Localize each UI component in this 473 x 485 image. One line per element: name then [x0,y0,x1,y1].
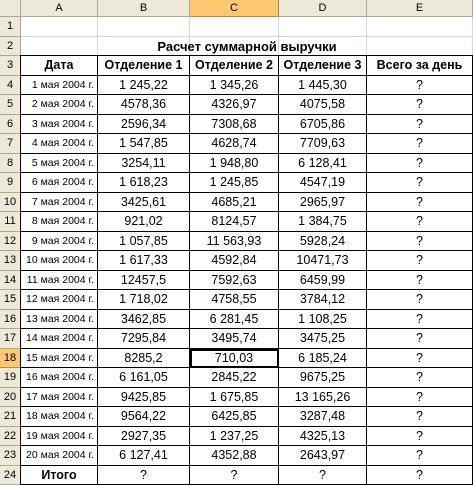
column-title-cell[interactable]: Отделение 1 [98,56,190,76]
revenue-cell[interactable]: 1 547,85 [98,134,190,154]
revenue-cell[interactable]: 6459,99 [279,271,367,291]
revenue-cell[interactable]: 12457,5 [98,271,190,291]
daily-total-cell[interactable]: ? [367,134,473,154]
revenue-cell[interactable]: 6 185,24 [279,349,367,369]
revenue-cell[interactable]: 11 563,93 [190,232,279,252]
row-header[interactable]: 9 [0,173,21,193]
revenue-cell[interactable]: 3462,85 [98,310,190,330]
totals-cell[interactable]: ? [98,466,190,485]
revenue-cell[interactable]: 1 384,75 [279,212,367,232]
daily-total-cell[interactable]: ? [367,115,473,135]
revenue-cell[interactable]: 4352,88 [190,446,279,466]
empty-cell[interactable] [279,17,367,37]
daily-total-cell[interactable]: ? [367,251,473,271]
row-header[interactable]: 16 [0,310,21,330]
date-cell[interactable]: 13 мая 2004 г. [21,310,98,330]
revenue-cell[interactable]: 1 108,25 [279,310,367,330]
empty-cell[interactable] [21,17,98,37]
daily-total-cell[interactable]: ? [367,212,473,232]
totals-cell[interactable]: ? [367,466,473,485]
date-cell[interactable]: 4 мая 2004 г. [21,134,98,154]
revenue-cell[interactable]: 4547,19 [279,173,367,193]
revenue-cell[interactable]: 4326,97 [190,95,279,115]
revenue-cell[interactable]: 4325,13 [279,427,367,447]
date-cell[interactable]: 19 мая 2004 г. [21,427,98,447]
date-cell[interactable]: 11 мая 2004 г. [21,271,98,291]
row-header[interactable]: 6 [0,115,21,135]
date-cell[interactable]: 9 мая 2004 г. [21,232,98,252]
date-cell[interactable]: 10 мая 2004 г. [21,251,98,271]
revenue-cell[interactable]: 2643,97 [279,446,367,466]
revenue-cell[interactable]: 2965,97 [279,193,367,213]
revenue-cell[interactable]: 2927,35 [98,427,190,447]
row-header[interactable]: 5 [0,95,21,115]
daily-total-cell[interactable]: ? [367,407,473,427]
revenue-cell[interactable]: 6425,85 [190,407,279,427]
revenue-cell[interactable]: 3287,48 [279,407,367,427]
select-all-corner[interactable] [0,0,21,17]
row-header[interactable]: 13 [0,251,21,271]
daily-total-cell[interactable]: ? [367,232,473,252]
column-header-a[interactable]: A [21,0,98,17]
revenue-cell[interactable]: 7308,68 [190,115,279,135]
row-header[interactable]: 1 [0,17,21,37]
revenue-cell[interactable]: 1 675,85 [190,388,279,408]
date-cell[interactable]: 20 мая 2004 г. [21,446,98,466]
column-header-e[interactable]: E [367,0,473,17]
column-title-cell[interactable]: Отделение 2 [190,56,279,76]
revenue-cell[interactable]: 3495,74 [190,329,279,349]
revenue-cell[interactable]: 4592,84 [190,251,279,271]
revenue-cell[interactable]: 10471,73 [279,251,367,271]
revenue-cell[interactable]: 6 161,05 [98,368,190,388]
revenue-cell[interactable]: 921,02 [98,212,190,232]
date-cell[interactable]: 15 мая 2004 г. [21,349,98,369]
daily-total-cell[interactable]: ? [367,446,473,466]
revenue-cell[interactable]: 3254,11 [98,154,190,174]
table-title: Расчет суммарной выручки [21,37,473,57]
date-cell[interactable]: 8 мая 2004 г. [21,212,98,232]
revenue-cell[interactable]: 3784,12 [279,290,367,310]
totals-cell[interactable]: ? [279,466,367,485]
totals-cell[interactable]: ? [190,466,279,485]
row-header[interactable]: 24 [0,466,21,485]
row-header[interactable]: 11 [0,212,21,232]
revenue-cell[interactable]: 1 617,33 [98,251,190,271]
daily-total-cell[interactable]: ? [367,173,473,193]
totals-label[interactable]: Итого [21,466,98,485]
revenue-cell[interactable]: 1 245,22 [98,76,190,96]
date-cell[interactable]: 17 мая 2004 г. [21,388,98,408]
row-header[interactable]: 10 [0,193,21,213]
row-header[interactable]: 20 [0,388,21,408]
revenue-cell[interactable]: 1 345,26 [190,76,279,96]
revenue-cell[interactable]: 7709,63 [279,134,367,154]
revenue-cell[interactable]: 13 165,26 [279,388,367,408]
date-cell[interactable]: 5 мая 2004 г. [21,154,98,174]
empty-cell[interactable] [98,17,190,37]
revenue-cell[interactable]: 7295,84 [98,329,190,349]
daily-total-cell[interactable]: ? [367,154,473,174]
revenue-cell[interactable]: 1 057,85 [98,232,190,252]
daily-total-cell[interactable]: ? [367,368,473,388]
date-cell[interactable]: 7 мая 2004 г. [21,193,98,213]
date-cell[interactable]: 2 мая 2004 г. [21,95,98,115]
revenue-cell[interactable]: 8285,2 [98,349,190,369]
column-header-b[interactable]: B [98,0,190,17]
column-title-cell[interactable]: Дата [21,56,98,76]
daily-total-cell[interactable]: ? [367,95,473,115]
daily-total-cell[interactable]: ? [367,76,473,96]
row-header[interactable]: 21 [0,407,21,427]
row-header[interactable]: 12 [0,232,21,252]
revenue-cell[interactable]: 1 948,80 [190,154,279,174]
row-header[interactable]: 15 [0,290,21,310]
date-cell[interactable]: 3 мая 2004 г. [21,115,98,135]
revenue-cell[interactable]: 5928,24 [279,232,367,252]
row-header[interactable]: 7 [0,134,21,154]
row-header[interactable]: 4 [0,76,21,96]
daily-total-cell[interactable]: ? [367,329,473,349]
row-header[interactable]: 22 [0,427,21,447]
date-cell[interactable]: 16 мая 2004 г. [21,368,98,388]
revenue-cell[interactable]: 4758,55 [190,290,279,310]
column-header-d[interactable]: D [279,0,367,17]
row-header[interactable]: 3 [0,56,21,76]
revenue-cell[interactable]: 9675,25 [279,368,367,388]
row-header[interactable]: 18 [0,349,21,369]
row-header[interactable]: 8 [0,154,21,174]
revenue-cell[interactable]: 2845,22 [190,368,279,388]
revenue-cell[interactable]: 6 128,41 [279,154,367,174]
column-title-cell[interactable]: Всего за день [367,56,473,76]
revenue-cell[interactable]: 3475,25 [279,329,367,349]
date-cell[interactable]: 12 мая 2004 г. [21,290,98,310]
revenue-cell[interactable]: 710,03 [190,349,279,369]
row-header[interactable]: 23 [0,446,21,466]
revenue-cell[interactable]: 6 127,41 [98,446,190,466]
daily-total-cell[interactable]: ? [367,290,473,310]
revenue-cell[interactable]: 1 237,25 [190,427,279,447]
daily-total-cell[interactable]: ? [367,271,473,291]
revenue-cell[interactable]: 1 718,02 [98,290,190,310]
revenue-cell[interactable]: 9425,85 [98,388,190,408]
daily-total-cell[interactable]: ? [367,427,473,447]
column-header-c[interactable]: C [190,0,279,17]
row-header[interactable]: 2 [0,37,21,57]
date-cell[interactable]: 6 мая 2004 г. [21,173,98,193]
revenue-cell[interactable]: 4578,36 [98,95,190,115]
date-cell[interactable]: 18 мая 2004 г. [21,407,98,427]
daily-total-cell[interactable]: ? [367,310,473,330]
row-header[interactable]: 17 [0,329,21,349]
revenue-cell[interactable]: 6 281,45 [190,310,279,330]
date-cell[interactable]: 14 мая 2004 г. [21,329,98,349]
column-title-cell[interactable]: Отделение 3 [279,56,367,76]
revenue-cell[interactable]: 4075,58 [279,95,367,115]
empty-cell[interactable] [190,17,279,37]
revenue-cell[interactable]: 2596,34 [98,115,190,135]
revenue-cell[interactable]: 1 445,30 [279,76,367,96]
daily-total-cell[interactable]: ? [367,388,473,408]
revenue-cell[interactable]: 4685,21 [190,193,279,213]
revenue-cell[interactable]: 7592,63 [190,271,279,291]
revenue-cell[interactable]: 9564,22 [98,407,190,427]
revenue-cell[interactable]: 1 245,85 [190,173,279,193]
revenue-cell[interactable]: 8124,57 [190,212,279,232]
row-header[interactable]: 19 [0,368,21,388]
revenue-cell[interactable]: 1 618,23 [98,173,190,193]
revenue-cell[interactable]: 6705,86 [279,115,367,135]
daily-total-cell[interactable]: ? [367,349,473,369]
daily-total-cell[interactable]: ? [367,193,473,213]
empty-cell[interactable] [367,17,473,37]
revenue-cell[interactable]: 4628,74 [190,134,279,154]
revenue-cell[interactable]: 3425,61 [98,193,190,213]
date-cell[interactable]: 1 мая 2004 г. [21,76,98,96]
row-header[interactable]: 14 [0,271,21,291]
